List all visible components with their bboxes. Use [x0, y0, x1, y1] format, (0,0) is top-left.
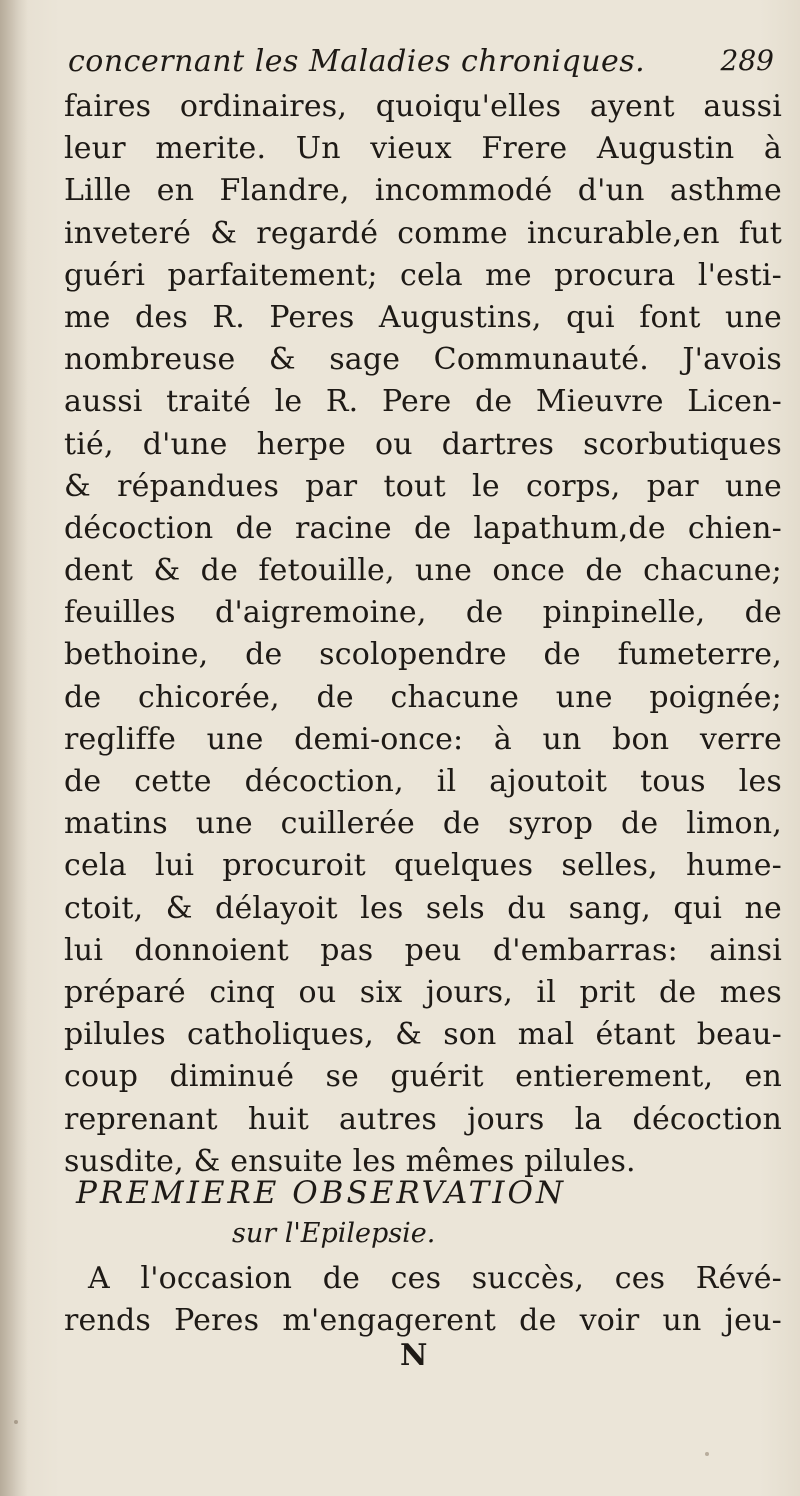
paragraph-1 — [64, 86, 782, 1183]
text-line: nombreuse & sage Communauté. J'avois — [64, 342, 782, 378]
paper-blemish — [14, 1420, 18, 1424]
section-heading: PREMIERE OBSERVATION — [76, 1175, 567, 1211]
section-subheading: sur l'Epilepsie. — [232, 1218, 436, 1249]
text-line: regliffe une demi-once: à un bon verre — [64, 721, 782, 757]
text-line: tié, d'une herpe ou dartres scorbutiques — [64, 426, 782, 462]
text-line: matins une cuillerée de syrop de limon, — [64, 806, 782, 842]
text-line: ctoit, & délayoit les sels du sang, qui ne — [64, 890, 782, 926]
text-line: pilules catholiques, & son mal étant beau- — [64, 1017, 782, 1053]
text-line: feuilles d'aigremoine, de pinpinelle, de — [64, 595, 782, 631]
paper-blemish — [705, 1452, 709, 1456]
text-line: bethoine, de scolopendre de fumeterre, — [64, 637, 782, 673]
text-line: Lille en Flandre, incommodé d'un asthme — [64, 173, 782, 209]
text-line: cela lui procuroit quelques selles, hume- — [64, 848, 782, 884]
text-line: susdite, & ensuite les mêmes pilules. — [64, 1143, 636, 1179]
text-line: dent & de fetouille, une once de chacune; — [64, 553, 782, 589]
text-line: faires ordinaires, quoiqu'elles ayent aussi — [64, 89, 782, 124]
signature-mark: N — [400, 1338, 430, 1373]
text-line: de chicorée, de chacune une poignée; — [64, 679, 782, 715]
text-line: aussi traité le R. Pere de Mieuvre Licen- — [64, 384, 782, 420]
text-line: me des R. Peres Augustins, qui font une — [64, 299, 782, 335]
running-head-title: concernant les Maladies chroniques. — [68, 44, 646, 79]
text-line: lui donnoient pas peu d'embarras: ainsi — [64, 932, 782, 968]
text-line: inveteré & regardé comme incurable,en fut — [64, 215, 782, 251]
gutter-shadow — [0, 0, 28, 1496]
text-line: reprenant huit autres jours la décoction — [64, 1101, 782, 1137]
text-line: rends Peres m'engagerent de voir un jeu- — [64, 1303, 782, 1339]
paragraph-2 — [64, 1258, 782, 1342]
text-line: préparé cinq ou six jours, il prit de mes — [64, 974, 782, 1010]
running-head — [58, 38, 780, 90]
text-line: leur merite. Un vieux Frere Augustin à — [64, 131, 782, 167]
text-line: & répandues par tout le corps, par une — [64, 468, 782, 504]
text-line: guéri parfaitement; cela me procura l'esti- — [64, 257, 782, 293]
page-number: 289 — [720, 44, 774, 77]
text-line: A l'occasion de ces succès, ces Révé- — [88, 1261, 782, 1296]
text-line: décoction de racine de lapathum,de chien- — [64, 510, 782, 546]
text-line: de cette décoction, il ajoutoit tous les — [64, 764, 782, 799]
paper-blemish — [742, 186, 746, 190]
text-line: coup diminué se guérit entierement, en — [64, 1059, 782, 1095]
